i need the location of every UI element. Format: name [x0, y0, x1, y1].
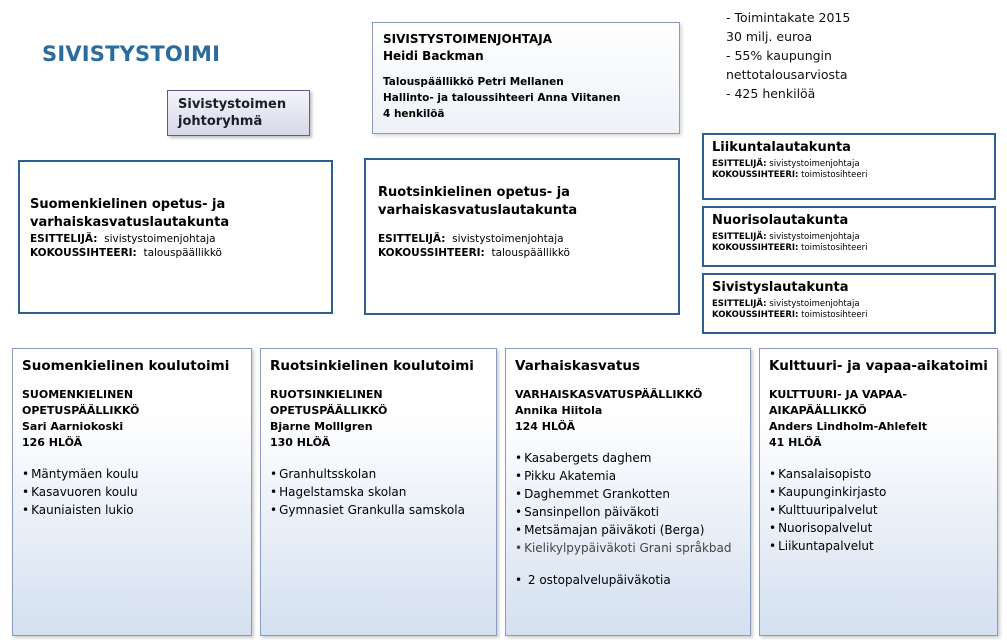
unit-role: KULTTUURI- JA VAPAA-AIKAPÄÄLLIKKÖ	[769, 388, 907, 417]
list-item: • Kasabergets daghem	[515, 449, 741, 467]
board-suomenkielinen	[18, 160, 333, 314]
list-item: • Kasavuoren koulu	[22, 483, 242, 501]
unit-role: VARHAISKASVATUSPÄÄLLIKKÖ	[515, 388, 703, 401]
director-line2: Hallinto- ja taloussihteeri Anna Viitanen	[383, 92, 621, 104]
unit-title: Ruotsinkielinen koulutoimi	[270, 358, 474, 374]
board-esittelija: ESITTELIJÄ: sivistystoimenjohtaja	[712, 299, 860, 309]
board-esittelija: ESITTELIJÄ: sivistystoimenjohtaja	[712, 159, 860, 169]
board-sihteeri: KOKOUSSIHTEERI: talouspäällikkö	[378, 247, 570, 259]
stat-line: - Toimintakate 2015	[726, 10, 851, 25]
unit-staff: 126 HLÖÄ	[22, 436, 83, 449]
board-sihteeri: KOKOUSSIHTEERI: toimistosihteeri	[712, 310, 868, 320]
director-line1: Talouspäällikkö Petri Mellanen	[383, 76, 564, 88]
director-line3: 4 henkilöä	[383, 108, 445, 120]
board-title: Suomenkielinen opetus- ja varhaiskasvatuslautakunta	[30, 197, 230, 230]
board-esittelija: ESITTELIJÄ: sivistystoimenjohtaja	[30, 233, 216, 245]
list-item: • Sansinpellon päiväkoti	[515, 503, 741, 521]
list-item: • Nuorisopalvelut	[769, 519, 988, 537]
list-item: • Kulttuuripalvelut	[769, 501, 988, 519]
unit-list	[22, 465, 242, 519]
page-title: SIVISTYSTOIMI	[42, 42, 221, 66]
stat-line: - 55% kaupungin	[726, 48, 832, 63]
director-box	[372, 22, 680, 134]
list-item: • Gymnasiet Grankulla samskola	[270, 501, 487, 519]
list-item: • Metsämajan päiväkoti (Berga)	[515, 521, 741, 539]
unit-kulttuuri-vapaa-aikatoimi	[759, 348, 998, 636]
stat-line: nettotalousarviosta	[726, 67, 848, 82]
list-item: • Pikku Akatemia	[515, 467, 741, 485]
list-item: • Hagelstamska skolan	[270, 483, 487, 501]
list-item: • Kaupunginkirjasto	[769, 483, 988, 501]
list-item: • Mäntymäen koulu	[22, 465, 242, 483]
board-sihteeri: KOKOUSSIHTEERI: toimistosihteeri	[712, 243, 868, 253]
list-item: • Liikuntapalvelut	[769, 537, 988, 555]
stats-block	[726, 8, 850, 103]
list-item: • Kansalaisopisto	[769, 465, 988, 483]
board-nuoriso	[702, 206, 996, 267]
unit-varhaiskasvatus	[505, 348, 751, 636]
unit-title: Suomenkielinen koulutoimi	[22, 358, 230, 374]
unit-head: Bjarne Molllgren	[270, 420, 373, 433]
unit-role: RUOTSINKIELINEN OPETUSPÄÄLLIKKÖ	[270, 388, 388, 417]
board-sihteeri: KOKOUSSIHTEERI: toimistosihteeri	[712, 170, 868, 180]
unit-suomenkielinen-koulutoimi	[12, 348, 252, 636]
board-sihteeri: KOKOUSSIHTEERI: talouspäällikkö	[30, 247, 222, 259]
stat-line: 30 milj. euroa	[726, 29, 813, 44]
unit-title: Varhaiskasvatus	[515, 358, 640, 374]
board-sivistys	[702, 273, 996, 334]
unit-list	[515, 449, 741, 589]
director-role: SIVISTYSTOIMENJOHTAJA	[383, 32, 553, 46]
unit-staff: 124 HLÖÄ	[515, 420, 576, 433]
board-title: Nuorisolautakunta	[712, 213, 849, 228]
list-item: • Kauniaisten lukio	[22, 501, 242, 519]
board-ruotsinkielinen	[364, 158, 680, 315]
johtoryhma-box: Sivistystoimen johtoryhmä	[167, 90, 310, 136]
board-title: Liikuntalautakunta	[712, 140, 851, 155]
board-title: Ruotsinkielinen opetus- ja varhaiskasvatuslautakunta	[378, 185, 578, 218]
unit-ruotsinkielinen-koulutoimi	[260, 348, 497, 636]
unit-head: Anders Lindholm-Ahlefelt	[769, 420, 928, 433]
list-item: • Kielikylpypäiväkoti Grani språkbad	[515, 539, 741, 557]
unit-staff: 130 HLÖÄ	[270, 436, 331, 449]
unit-head: Annika Hiitola	[515, 404, 603, 417]
board-liikunta	[702, 133, 996, 200]
board-esittelija: ESITTELIJÄ: sivistystoimenjohtaja	[712, 232, 860, 242]
unit-title: Kulttuuri- ja vapaa-aikatoimi	[769, 358, 988, 374]
unit-list	[270, 465, 487, 519]
unit-head: Sari Aarniokoski	[22, 420, 124, 433]
list-item: • Daghemmet Grankotten	[515, 485, 741, 503]
unit-staff: 41 HLÖÄ	[769, 436, 822, 449]
unit-role: SUOMENKIELINEN OPETUSPÄÄLLIKKÖ	[22, 388, 140, 417]
board-esittelija: ESITTELIJÄ: sivistystoimenjohtaja	[378, 233, 564, 245]
list-item: • 2 ostopalvelupäiväkotia	[515, 571, 741, 589]
director-name: Heidi Backman	[383, 49, 484, 63]
board-title: Sivistyslautakunta	[712, 280, 849, 295]
list-item: • Granhultsskolan	[270, 465, 487, 483]
stat-line: - 425 henkilöä	[726, 86, 816, 101]
unit-list	[769, 465, 988, 555]
